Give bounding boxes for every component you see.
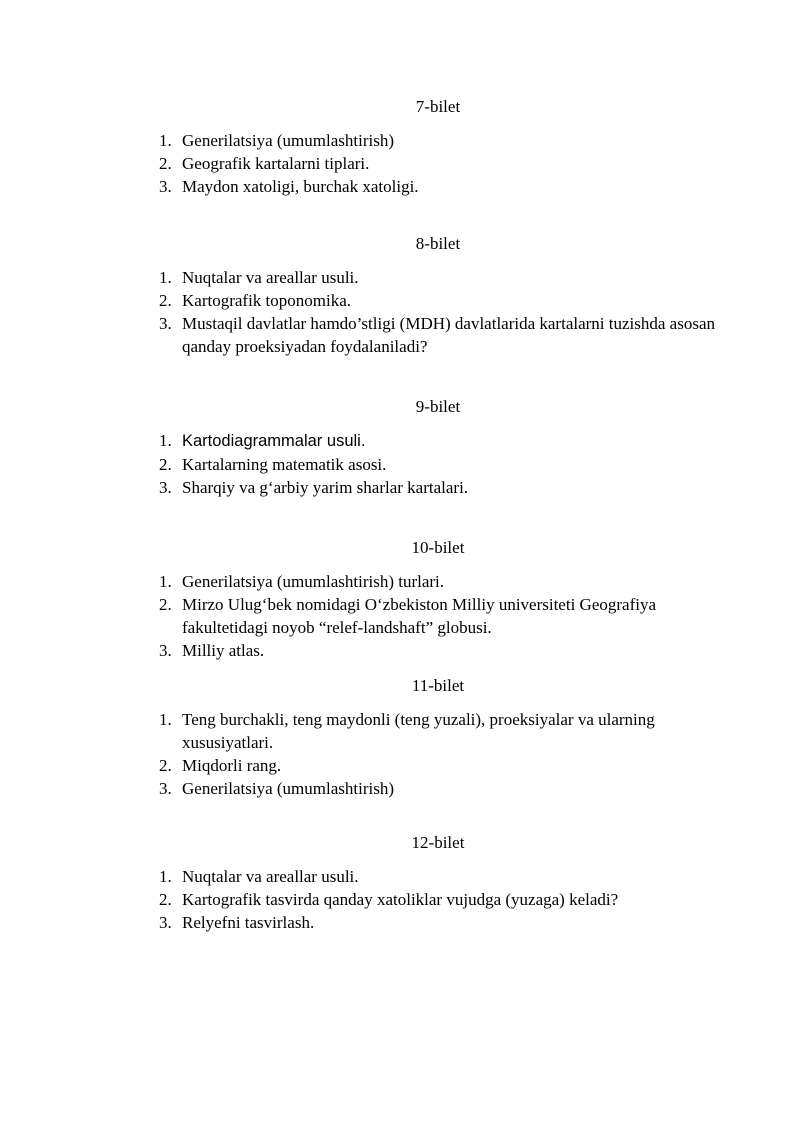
question-list	[150, 570, 740, 662]
question-item	[150, 453, 740, 476]
item-number: 3.	[159, 314, 172, 333]
item-number: 3.	[159, 641, 172, 660]
question-item	[150, 152, 740, 175]
question-list	[150, 708, 740, 800]
item-number: 3.	[159, 478, 172, 497]
bilet-title: 11-bilet	[411, 676, 465, 695]
question-item	[150, 312, 740, 358]
item-text: Teng burchakli, teng maydonli (teng yuzali), proeksiyalar va ularning xususiyatlari.	[182, 710, 655, 752]
item-text: Geografik kartalarni tiplari.	[182, 154, 370, 173]
item-text: Kartalarning matematik asosi.	[182, 455, 387, 474]
item-number: 3.	[159, 913, 172, 932]
question-item	[150, 429, 740, 453]
item-text: Nuqtalar va areallar usuli.	[182, 268, 359, 287]
bilet-10	[150, 537, 740, 662]
item-number: 1.	[159, 431, 172, 450]
question-item	[150, 593, 740, 639]
question-item	[150, 289, 740, 312]
question-item	[150, 570, 740, 593]
item-number: 2.	[159, 455, 172, 474]
question-item	[150, 865, 740, 888]
item-number: 1.	[159, 867, 172, 886]
question-item	[150, 129, 740, 152]
item-number: 1.	[159, 131, 172, 150]
item-text: Milliy atlas.	[182, 641, 265, 660]
bilet-title: 12-bilet	[411, 833, 465, 852]
question-item	[150, 266, 740, 289]
item-text: Mirzo Ulug‘bek nomidagi O‘zbekiston Milliy universiteti Geografiya fakultetidagi noyob “relef-landshaft” globusi.	[182, 595, 657, 637]
bilet-7	[150, 96, 740, 198]
item-number: 2.	[159, 154, 172, 173]
question-list	[150, 129, 740, 198]
item-number: 1.	[159, 572, 172, 591]
bilet-11	[150, 675, 740, 800]
item-text: Kartografik toponomika.	[182, 291, 352, 310]
item-number: 1.	[159, 268, 172, 287]
item-text: Generilatsiya (umumlashtirish)	[182, 779, 394, 798]
item-number: 3.	[159, 779, 172, 798]
question-item	[150, 175, 740, 198]
bilet-title: 7-bilet	[415, 97, 461, 116]
item-text: Kartografik tasvirda qanday xatoliklar vujudga (yuzaga) keladi?	[182, 890, 619, 909]
item-text: Mustaqil davlatlar hamdo’stligi (MDH) davlatlarida kartalarni tuzishda asosan qanday proeksiyadan foydalaniladi?	[182, 314, 715, 356]
item-text: Nuqtalar va areallar usuli.	[182, 867, 359, 886]
question-item	[150, 639, 740, 662]
item-number: 2.	[159, 756, 172, 775]
bilet-title: 8-bilet	[415, 234, 461, 253]
item-number: 2.	[159, 291, 172, 310]
item-text: Kartodiagrammalar usuli.	[182, 432, 366, 450]
bilet-title: 10-bilet	[411, 538, 465, 557]
item-text: Generilatsiya (umumlashtirish) turlari.	[182, 572, 445, 591]
bilet-8	[150, 233, 740, 358]
bilet-9	[150, 396, 740, 499]
item-text: Maydon xatoligi, burchak xatoligi.	[182, 177, 419, 196]
item-number: 1.	[159, 710, 172, 729]
item-text: Miqdorli rang.	[182, 756, 282, 775]
item-text: Sharqiy va g‘arbiy yarim sharlar kartalari.	[182, 478, 469, 497]
question-item	[150, 911, 740, 934]
question-item	[150, 888, 740, 911]
question-item	[150, 754, 740, 777]
item-text: Relyefni tasvirlash.	[182, 913, 315, 932]
item-number: 2.	[159, 595, 172, 614]
item-number: 3.	[159, 177, 172, 196]
item-text: Generilatsiya (umumlashtirish)	[182, 131, 394, 150]
bilet-title: 9-bilet	[415, 397, 461, 416]
question-list	[150, 429, 740, 499]
question-item	[150, 777, 740, 800]
question-list	[150, 865, 740, 934]
question-item	[150, 708, 740, 754]
question-item	[150, 476, 740, 499]
question-list	[150, 266, 740, 358]
bilet-12	[150, 832, 740, 934]
item-number: 2.	[159, 890, 172, 909]
